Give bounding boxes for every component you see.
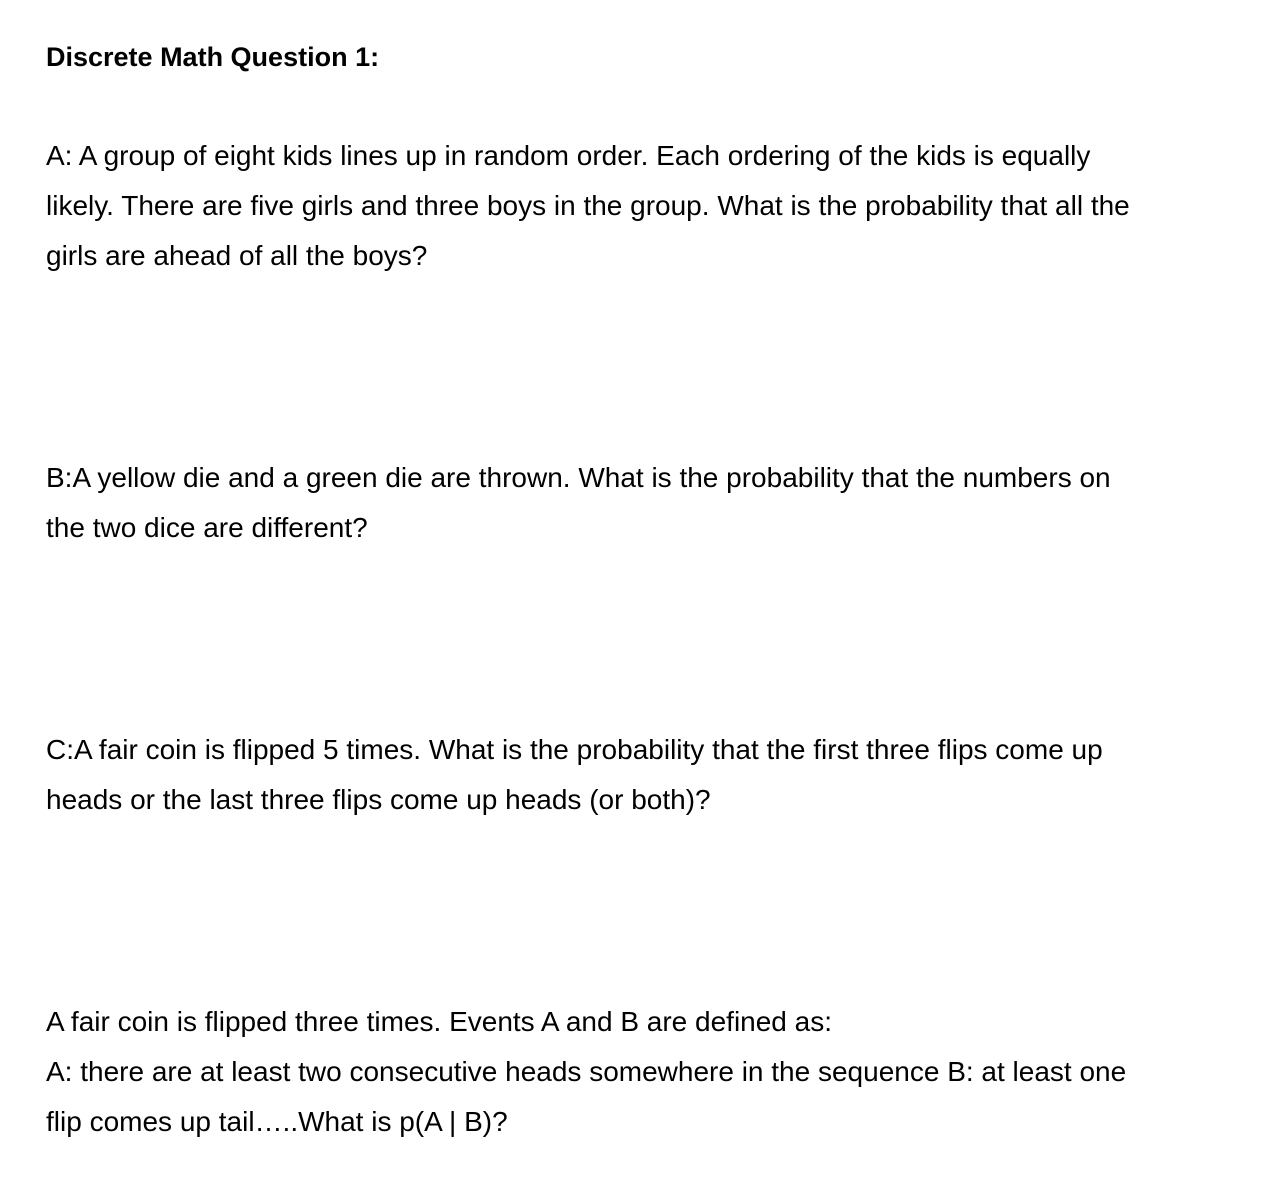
question-a-line: likely. There are five girls and three boys in the group. What is the probability that all the (46, 190, 1130, 221)
question-a-line: A: A group of eight kids lines up in random order. Each ordering of the kids is equally (46, 140, 1091, 171)
question-c (46, 725, 1236, 825)
question-a-line: girls are ahead of all the boys? (46, 240, 428, 271)
question-d-line: flip comes up tail…..What is p(A | B)? (46, 1106, 508, 1137)
question-c-line: C:A fair coin is flipped 5 times. What is the probability that the first three flips come up (46, 734, 1103, 765)
question-c-line: heads or the last three flips come up heads (or both)? (46, 784, 711, 815)
question-a (46, 131, 1236, 281)
page-title: Discrete Math Question 1: (46, 42, 380, 72)
question-d-line: A: there are at least two consecutive heads somewhere in the sequence B: at least one (46, 1056, 1127, 1087)
question-b-line: the two dice are different? (46, 512, 368, 543)
question-b (46, 453, 1236, 553)
question-d (46, 997, 1236, 1147)
question-b-line: B:A yellow die and a green die are thrown. What is the probability that the numbers on (46, 462, 1111, 493)
question-d-line: A fair coin is flipped three times. Events A and B are defined as: (46, 1006, 833, 1037)
